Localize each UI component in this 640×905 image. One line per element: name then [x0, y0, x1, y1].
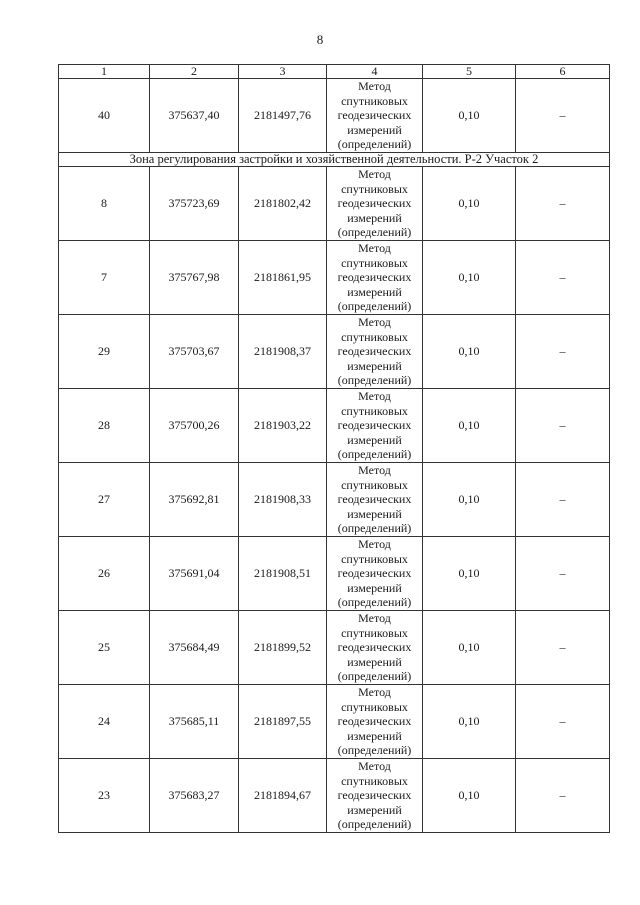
method-line: (определений) [337, 669, 412, 684]
point-number-cell: 25 [59, 611, 150, 685]
method-line: измерений [347, 284, 402, 299]
point-number-cell: 28 [59, 389, 150, 463]
y-coordinate-cell: 2181908,33 [239, 463, 327, 537]
table-row [59, 79, 610, 153]
method-line: Метод [358, 241, 391, 256]
accuracy-cell: 0,10 [423, 241, 516, 315]
y-coordinate-cell: 2181899,52 [239, 611, 327, 685]
method-line: геодезических [337, 270, 412, 285]
accuracy-cell: 0,10 [423, 685, 516, 759]
method-line: спутниковых [341, 773, 408, 788]
point-number-cell: 23 [59, 759, 150, 833]
method-line: геодезических [337, 566, 412, 581]
method-cell [327, 241, 423, 315]
method-line: (определений) [337, 225, 412, 240]
header-cell-3: 3 [239, 65, 327, 79]
note-cell: – [516, 241, 610, 315]
header-row [59, 65, 610, 79]
method-line: спутниковых [341, 255, 408, 270]
method-line: (определений) [337, 373, 412, 388]
header-cell-6: 6 [516, 65, 610, 79]
table-row [59, 685, 610, 759]
point-number-cell: 27 [59, 463, 150, 537]
method-line: Метод [358, 611, 391, 626]
x-coordinate-cell: 375700,26 [150, 389, 239, 463]
table-row [59, 759, 610, 833]
method-line: геодезических [337, 640, 412, 655]
method-line: Метод [358, 463, 391, 478]
method-line: спутниковых [341, 477, 408, 492]
method-line: измерений [347, 802, 402, 817]
table-row [59, 537, 610, 611]
header-cell-1: 1 [59, 65, 150, 79]
method-line: (определений) [337, 817, 412, 832]
y-coordinate-cell: 2181903,22 [239, 389, 327, 463]
coordinates-table [58, 64, 610, 833]
y-coordinate-cell: 2181497,76 [239, 79, 327, 153]
method-line: (определений) [337, 137, 412, 152]
method-line: Метод [358, 759, 391, 774]
zone-title: Зона регулирования застройки и хозяйственной деятельности. Р-2 Участок 2 [59, 153, 610, 167]
method-cell [327, 389, 423, 463]
note-cell: – [516, 759, 610, 833]
x-coordinate-cell: 375637,40 [150, 79, 239, 153]
method-cell [327, 167, 423, 241]
method-line: спутниковых [341, 329, 408, 344]
y-coordinate-cell: 2181894,67 [239, 759, 327, 833]
table-row [59, 611, 610, 685]
accuracy-cell: 0,10 [423, 759, 516, 833]
x-coordinate-cell: 375683,27 [150, 759, 239, 833]
method-line: геодезических [337, 344, 412, 359]
method-line: спутниковых [341, 551, 408, 566]
method-line: Метод [358, 537, 391, 552]
x-coordinate-cell: 375685,11 [150, 685, 239, 759]
method-line: (определений) [337, 595, 412, 610]
method-line: геодезических [337, 492, 412, 507]
method-line: измерений [347, 432, 402, 447]
y-coordinate-cell: 2181908,51 [239, 537, 327, 611]
note-cell: – [516, 389, 610, 463]
note-cell: – [516, 463, 610, 537]
x-coordinate-cell: 375767,98 [150, 241, 239, 315]
point-number-cell: 7 [59, 241, 150, 315]
method-line: геодезических [337, 788, 412, 803]
y-coordinate-cell: 2181908,37 [239, 315, 327, 389]
point-number-cell: 24 [59, 685, 150, 759]
method-cell [327, 685, 423, 759]
point-number-cell: 40 [59, 79, 150, 153]
method-line: измерений [347, 210, 402, 225]
page-number: 8 [316, 32, 324, 47]
method-line: измерений [347, 580, 402, 595]
method-line: измерений [347, 358, 402, 373]
header-cell-4: 4 [327, 65, 423, 79]
note-cell: – [516, 79, 610, 153]
note-cell: – [516, 537, 610, 611]
table-row [59, 241, 610, 315]
method-line: измерений [347, 728, 402, 743]
method-cell [327, 537, 423, 611]
header-cell-2: 2 [150, 65, 239, 79]
accuracy-cell: 0,10 [423, 389, 516, 463]
method-line: Метод [358, 315, 391, 330]
method-cell [327, 463, 423, 537]
note-cell: – [516, 611, 610, 685]
note-cell: – [516, 685, 610, 759]
method-line: спутниковых [341, 93, 408, 108]
note-cell: – [516, 315, 610, 389]
accuracy-cell: 0,10 [423, 537, 516, 611]
point-number-cell: 26 [59, 537, 150, 611]
accuracy-cell: 0,10 [423, 463, 516, 537]
method-line: (определений) [337, 447, 412, 462]
accuracy-cell: 0,10 [423, 315, 516, 389]
method-cell [327, 315, 423, 389]
x-coordinate-cell: 375684,49 [150, 611, 239, 685]
accuracy-cell: 0,10 [423, 167, 516, 241]
x-coordinate-cell: 375703,67 [150, 315, 239, 389]
accuracy-cell: 0,10 [423, 611, 516, 685]
method-line: спутниковых [341, 403, 408, 418]
header-cell-5: 5 [423, 65, 516, 79]
y-coordinate-cell: 2181861,95 [239, 241, 327, 315]
method-line: Метод [358, 167, 391, 182]
method-line: геодезических [337, 714, 412, 729]
method-cell [327, 79, 423, 153]
method-line: измерений [347, 654, 402, 669]
method-cell [327, 611, 423, 685]
table-row [59, 315, 610, 389]
point-number-cell: 29 [59, 315, 150, 389]
method-line: спутниковых [341, 181, 408, 196]
accuracy-cell: 0,10 [423, 79, 516, 153]
y-coordinate-cell: 2181802,42 [239, 167, 327, 241]
table-row [59, 463, 610, 537]
method-line: Метод [358, 685, 391, 700]
x-coordinate-cell: 375723,69 [150, 167, 239, 241]
method-line: геодезических [337, 418, 412, 433]
method-line: геодезических [337, 108, 412, 123]
method-line: Метод [358, 389, 391, 404]
x-coordinate-cell: 375691,04 [150, 537, 239, 611]
method-cell [327, 759, 423, 833]
x-coordinate-cell: 375692,81 [150, 463, 239, 537]
method-line: измерений [347, 122, 402, 137]
method-line: (определений) [337, 299, 412, 314]
method-line: измерений [347, 506, 402, 521]
method-line: спутниковых [341, 625, 408, 640]
method-line: спутниковых [341, 699, 408, 714]
method-line: (определений) [337, 521, 412, 536]
table-row [59, 389, 610, 463]
table-body [59, 65, 610, 833]
zone-row [59, 153, 610, 167]
table-row [59, 167, 610, 241]
method-line: геодезических [337, 196, 412, 211]
y-coordinate-cell: 2181897,55 [239, 685, 327, 759]
method-line: Метод [358, 79, 391, 94]
note-cell: – [516, 167, 610, 241]
method-line: (определений) [337, 743, 412, 758]
point-number-cell: 8 [59, 167, 150, 241]
